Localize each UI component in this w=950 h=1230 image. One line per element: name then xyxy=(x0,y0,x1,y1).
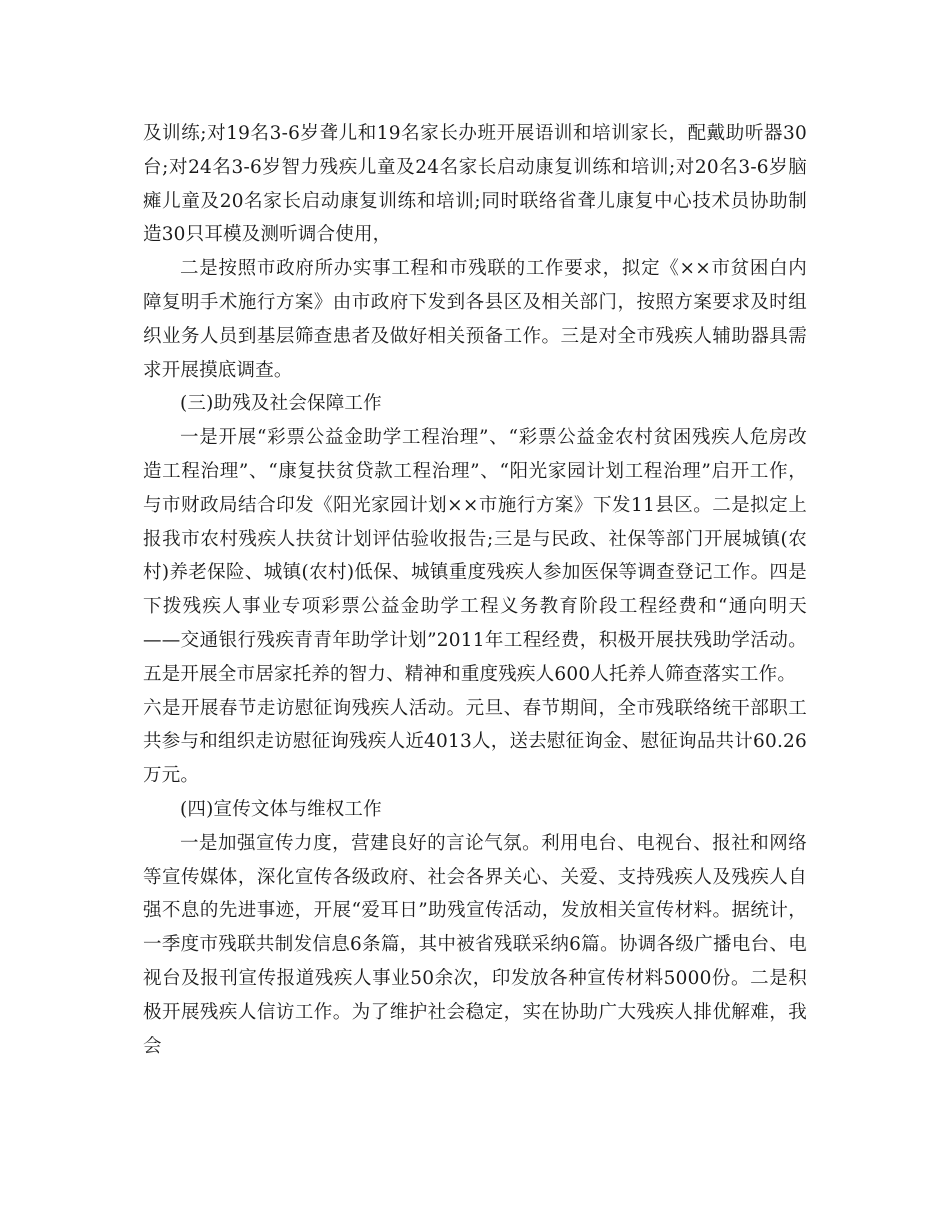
section-heading-publicity-rights: (四)宣传文体与维权工作 xyxy=(180,798,382,820)
document-body xyxy=(143,117,807,1063)
paragraph-cataract-program: 二是按照市政府所办实事工程和市残联的工作要求，拟定《××市贫困白内障复明手术施行方案》由市政府下发到各县区及相关部门，按照方案要求及时组织业务人员到基层筛查患者及做好相关预备工作。三是对全市残疾人辅助器具需求开展摸底调查。 xyxy=(143,258,807,381)
section-heading-social-security: (三)助残及社会保障工作 xyxy=(180,393,382,415)
paragraph-publicity-rights: 一是加强宣传力度，营建良好的言论气氛。利用电台、电视台、报社和网络等宣传媒体，深化宣传各级政府、社会各界关心、关爱、支持残疾人及残疾人自强不息的先进事迹，开展“爱耳日”助残宣传活动，发放相关宣传材料。据统计，一季度市残联共制发信息6条篇，其中被省残联采纳6篇。协调各级广播电台、电视台及报刊宣传报道残疾人事业50余次，印发放各种宣传材料5000份。二是积极开展残疾人信访工作。为了维护社会稳定，实在协助广大残疾人排优解难，我会 xyxy=(143,832,807,1057)
paragraph-rehab-training: 及训练;对19名3-6岁聋儿和19名家长办班开展语训和培训家长，配戴助听器30台;对24名3-6岁智力残疾儿童及24名家长启动康复训练和培训;对20名3-6岁脑瘫儿童及20名家长启动康复训练和培训;同时联络省聋儿康复中心技术员协助制造30只耳模及测听调合使用， xyxy=(143,123,807,246)
paragraph-social-security: 一是开展“彩票公益金助学工程治理”、“彩票公益金农村贫困残疾人危房改造工程治理”、“康复扶贫贷款工程治理”、“阳光家园计划工程治理”启开工作，与市财政局结合印发《阳光家园计划××市施行方案》下发11县区。二是拟定上报我市农村残疾人扶贫计划评估验收报告;三是与民政、社保等部门开展城镇(农村)养老保险、城镇(农村)低保、城镇重度残疾人参加医保等调查登记工作。四是下拨残疾人事业专项彩票公益金助学工程义务教育阶段工程经费和“通向明天——交通银行残疾青青年助学计划”2011年工程经费，积极开展扶残助学活动。五是开展全市居家托养的智力、精神和重度残疾人600人托养人筛查落实工作。 xyxy=(143,427,807,685)
paragraph-spring-festival-visits: 六是开展春节走访慰征询残疾人活动。元旦、春节期间，全市残联络统干部职工共参与和组织走访慰征询残疾人近4013人，送去慰征询金、慰征询品共计60.26万元。 xyxy=(143,697,807,787)
